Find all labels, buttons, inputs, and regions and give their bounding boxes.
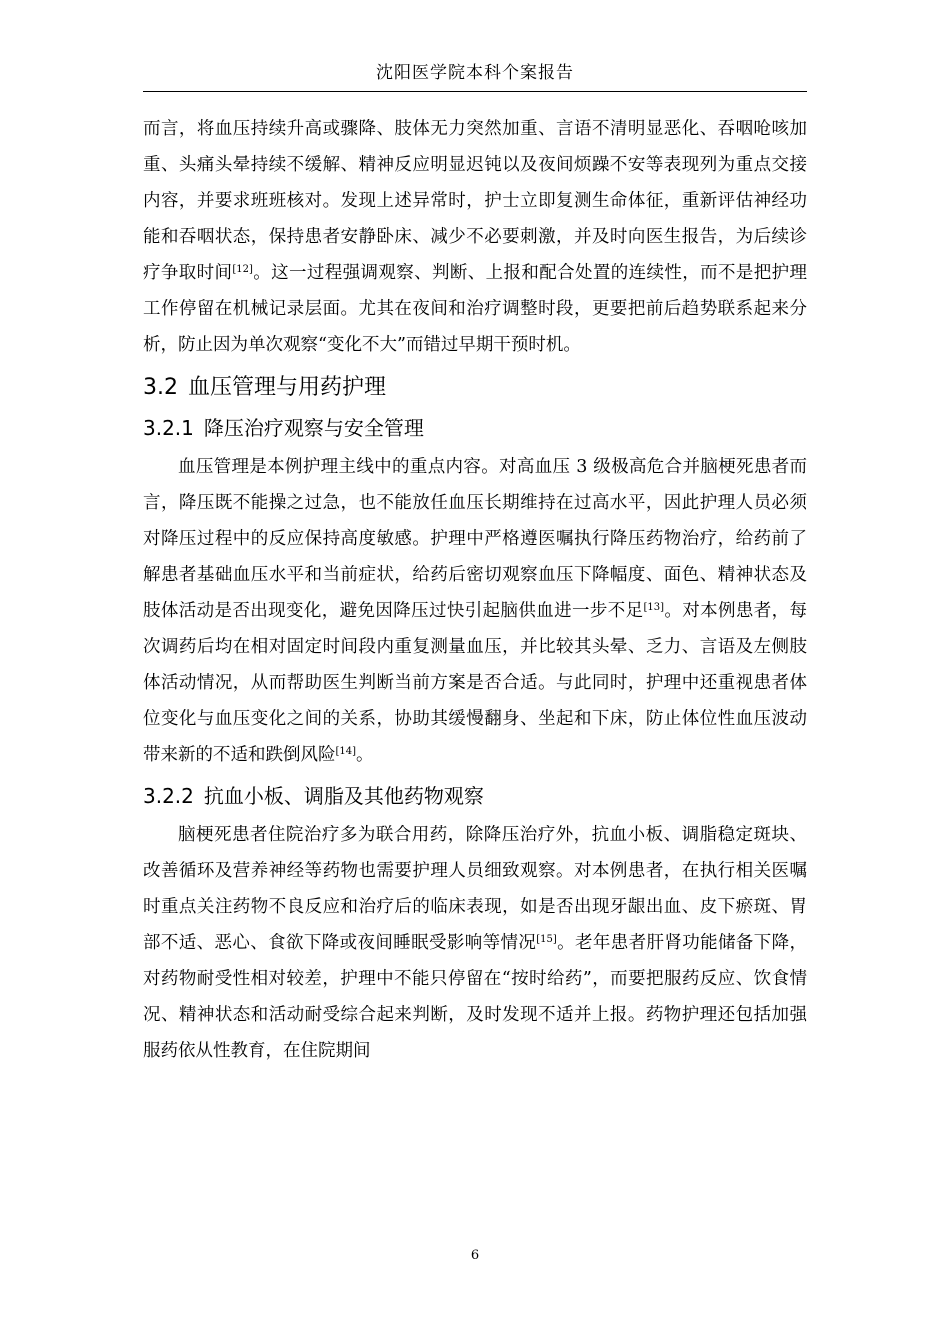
paragraph-text: 。老年患者肝肾功能储备下降，对药物耐受性相对较差，护理中不能只停留在“按时给药”，而要把服药反应、饮食情况、精神状态和活动耐受综合起来判断，及时发现不适并上报。药物护理还包括加强服药依从性教育，在住院期间: [143, 933, 808, 1061]
paragraph-continued: [143, 111, 807, 363]
subsection-heading-3-2-1: [143, 409, 807, 447]
running-header: 沈阳医学院本科个案报告: [376, 63, 574, 83]
paragraph-text: 。对本例患者，每次调药后均在相对固定时间段内重复测量血压，并比较其头晕、乏力、言语及左侧肢体活动情况，从而帮助医生判断当前方案是否合适。与此同时，护理中还重视患者体位变化与血压变化之间的关系，协助其缓慢翻身、坐起和下床，防止体位性血压波动带来新的不适和跌倒风险: [143, 601, 808, 765]
subsection-title: 抗血小板、调脂及其他药物观察: [203, 784, 484, 808]
paragraph-text: 脑梗死患者住院治疗多为联合用药，除降压治疗外，抗血小板、调脂稳定斑块、改善循环及营养神经等药物也需要护理人员细致观察。对本例患者，在执行相关医嘱时重点关注药物不良反应和治疗后的临床表现，如是否出现牙龈出血、皮下瘀斑、胃部不适、恶心、食欲下降或夜间睡眠受影响等情况: [143, 825, 807, 953]
subsection-number: 3.2.2: [143, 784, 194, 808]
section-title: 血压管理与用药护理: [188, 375, 387, 400]
citation-ref: [14]: [335, 746, 357, 757]
page-number: 6: [470, 1248, 480, 1263]
paragraph-text: 。这一过程强调观察、判断、上报和配合处置的连续性，而不是把护理工作停留在机械记录层面。尤其在夜间和治疗调整时段，更要把前后趋势联系起来分析，防止因为单次观察“变化不大”而错过早期干预时机。: [143, 263, 808, 355]
paragraph-drug-observation: [143, 817, 807, 1069]
citation-ref: [13]: [643, 602, 665, 613]
citation-ref: [15]: [536, 934, 557, 945]
page-body: [143, 111, 807, 1069]
paragraph-text: 而言，将血压持续升高或骤降、肢体无力突然加重、言语不清明显恶化、吞咽呛咳加重、头痛头晕持续不缓解、精神反应明显迟钝以及夜间烦躁不安等表现列为重点交接内容，并要求班班核对。发现上述异常时，护士立即复测生命体征，重新评估神经功能和吞咽状态，保持患者安静卧床、减少不必要刺激，并及时向医生报告，为后续诊疗争取时间: [143, 119, 807, 283]
subsection-number: 3.2.1: [143, 416, 194, 440]
citation-ref: [12]: [232, 264, 253, 275]
section-number: 3.2: [143, 375, 178, 400]
subsection-heading-3-2-2: [143, 777, 807, 815]
paragraph-text: 血压管理是本例护理主线中的重点内容。对高血压 3 级极高危合并脑梗死患者而言，降压既不能操之过急，也不能放任血压长期维持在过高水平，因此护理人员必须对降压过程中的反应保持高度敏感。护理中严格遵医嘱执行降压药物治疗，给药前了解患者基础血压水平和当前症状，给药后密切观察血压下降幅度、面色、精神状态及肢体活动是否出现变化，避免因降压过快引起脑供血进一步不足: [143, 457, 807, 621]
paragraph-bp-management: [143, 449, 807, 773]
paragraph-text: 。: [356, 745, 374, 765]
header-divider: [143, 91, 807, 92]
section-heading-3-2: [143, 369, 807, 407]
subsection-title: 降压治疗观察与安全管理: [203, 416, 424, 440]
